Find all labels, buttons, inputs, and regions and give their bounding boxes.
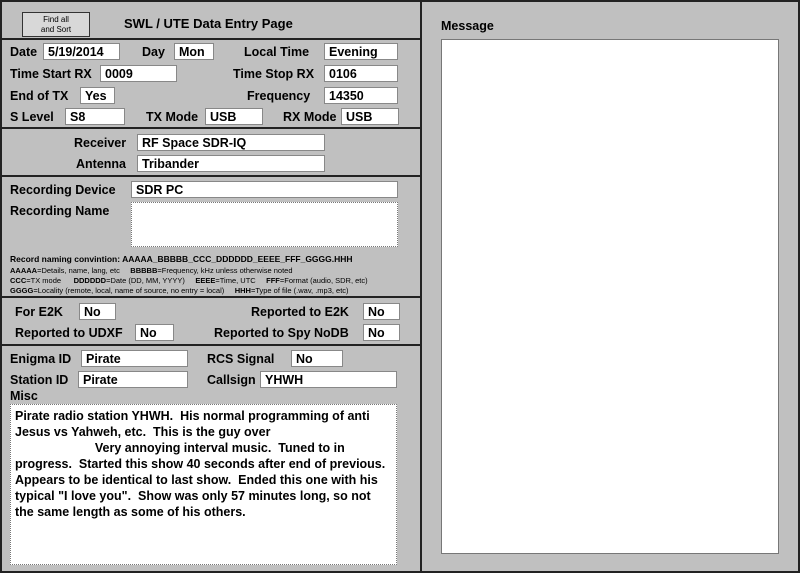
tx-mode-field[interactable]: USB — [205, 108, 263, 125]
antenna-label: Antenna — [76, 157, 126, 171]
for-e2k-label: For E2K — [15, 305, 63, 319]
reported-spy-label: Reported to Spy NoDB — [214, 326, 349, 340]
legend-text: =Type of file (.wav, .mp3, etc) — [250, 286, 349, 295]
tx-mode-label: TX Mode — [146, 110, 199, 124]
date-field[interactable]: 5/19/2014 — [43, 43, 120, 60]
legend-row-1 — [10, 266, 293, 275]
legend-key: HHH — [234, 286, 251, 295]
find-all-label: Find all — [43, 15, 69, 24]
legend-text: =Frequency, kHz unless otherwise noted — [157, 266, 293, 275]
receiver-field[interactable]: RF Space SDR-IQ — [137, 134, 325, 151]
end-of-tx-field[interactable]: Yes — [80, 87, 115, 104]
misc-label: Misc — [10, 389, 38, 403]
rx-mode-field[interactable]: USB — [341, 108, 399, 125]
legend-key: FFF — [266, 276, 280, 285]
legend-text: =Date (DD, MM, YYYY) — [106, 276, 185, 285]
equipment-section — [2, 129, 422, 177]
legend-text: =TX mode — [26, 276, 62, 285]
end-of-tx-label: End of TX — [10, 89, 69, 103]
for-e2k-field[interactable]: No — [79, 303, 116, 320]
time-start-label: Time Start RX — [10, 67, 92, 81]
reported-e2k-field[interactable]: No — [363, 303, 400, 320]
s-level-field[interactable]: S8 — [65, 108, 125, 125]
enigma-id-label: Enigma ID — [10, 352, 72, 366]
frequency-label: Frequency — [247, 89, 311, 103]
day-label: Day — [142, 45, 165, 59]
local-time-field[interactable]: Evening — [324, 43, 398, 60]
reported-e2k-label: Reported to E2K — [251, 305, 349, 319]
reported-udxf-label: Reported to UDXF — [15, 326, 123, 340]
reporting-section — [2, 298, 422, 346]
legend-key: DDDDDD — [73, 276, 107, 285]
callsign-label: Callsign — [207, 373, 256, 387]
rcs-signal-field[interactable]: No — [291, 350, 343, 367]
callsign-field[interactable]: YHWH — [260, 371, 397, 388]
legend-row-2 — [10, 276, 368, 285]
reported-udxf-field[interactable]: No — [135, 324, 174, 341]
receiver-label: Receiver — [74, 136, 127, 150]
message-label: Message — [441, 19, 494, 33]
date-label: Date — [10, 45, 38, 59]
recording-name-label: Recording Name — [10, 204, 110, 218]
station-section — [2, 346, 422, 571]
legend-key: AAAAA — [10, 266, 38, 275]
misc-textarea[interactable]: Pirate radio station YHWH. His normal programming of anti Jesus vs Yahweh, etc. This is the guy over Very annoying interval music. Tuned to in progress. Started this show 40 seconds after end of previous. Appears to be identical to last show. Ended this one with his typical "I love you". Show was only 57 minutes long, so not the same length as some of his others. — [10, 404, 397, 565]
day-field[interactable]: Mon — [174, 43, 214, 60]
recording-name-field[interactable] — [131, 202, 398, 247]
time-frequency-section — [2, 40, 422, 129]
frequency-field[interactable]: 14350 — [324, 87, 398, 104]
legend-text: =Locality (remote, local, name of source, no entry = local) — [33, 286, 225, 295]
legend-text: =Details, name, lang, etc — [37, 266, 120, 275]
header-pane — [2, 2, 422, 40]
station-id-label: Station ID — [10, 373, 69, 387]
legend-key: GGGG — [10, 286, 34, 295]
legend-text: =Format (audio, SDR, etc) — [279, 276, 368, 285]
legend-text: =Time, UTC — [215, 276, 256, 285]
s-level-label: S Level — [10, 110, 54, 124]
time-stop-field[interactable]: 0106 — [324, 65, 398, 82]
legend-row-3 — [10, 286, 349, 295]
recording-device-field[interactable]: SDR PC — [131, 181, 398, 198]
station-id-field[interactable]: Pirate — [78, 371, 188, 388]
time-stop-label: Time Stop RX — [233, 67, 315, 81]
and-sort-label: and Sort — [40, 25, 72, 34]
local-time-label: Local Time — [244, 45, 310, 59]
legend-key: EEEE — [195, 276, 216, 285]
antenna-field[interactable]: Tribander — [137, 155, 325, 172]
rcs-signal-label: RCS Signal — [207, 352, 275, 366]
enigma-id-field[interactable]: Pirate — [81, 350, 188, 367]
page-title: SWL / UTE Data Entry Page — [124, 16, 293, 31]
reported-spy-field[interactable]: No — [363, 324, 400, 341]
naming-convention-title: Record naming convintion: AAAAA_BBBBB_CCC_DDDDDD_EEEE_FFF_GGGG.HHH — [10, 254, 353, 264]
message-textarea[interactable] — [441, 39, 779, 554]
recording-device-label: Recording Device — [10, 183, 116, 197]
message-pane — [422, 2, 798, 571]
time-start-field[interactable]: 0009 — [100, 65, 177, 82]
legend-key: CCC — [10, 276, 27, 285]
legend-key: BBBBB — [130, 266, 158, 275]
recording-section — [2, 177, 422, 298]
find-all-and-sort-button[interactable] — [22, 12, 90, 37]
rx-mode-label: RX Mode — [283, 110, 337, 124]
